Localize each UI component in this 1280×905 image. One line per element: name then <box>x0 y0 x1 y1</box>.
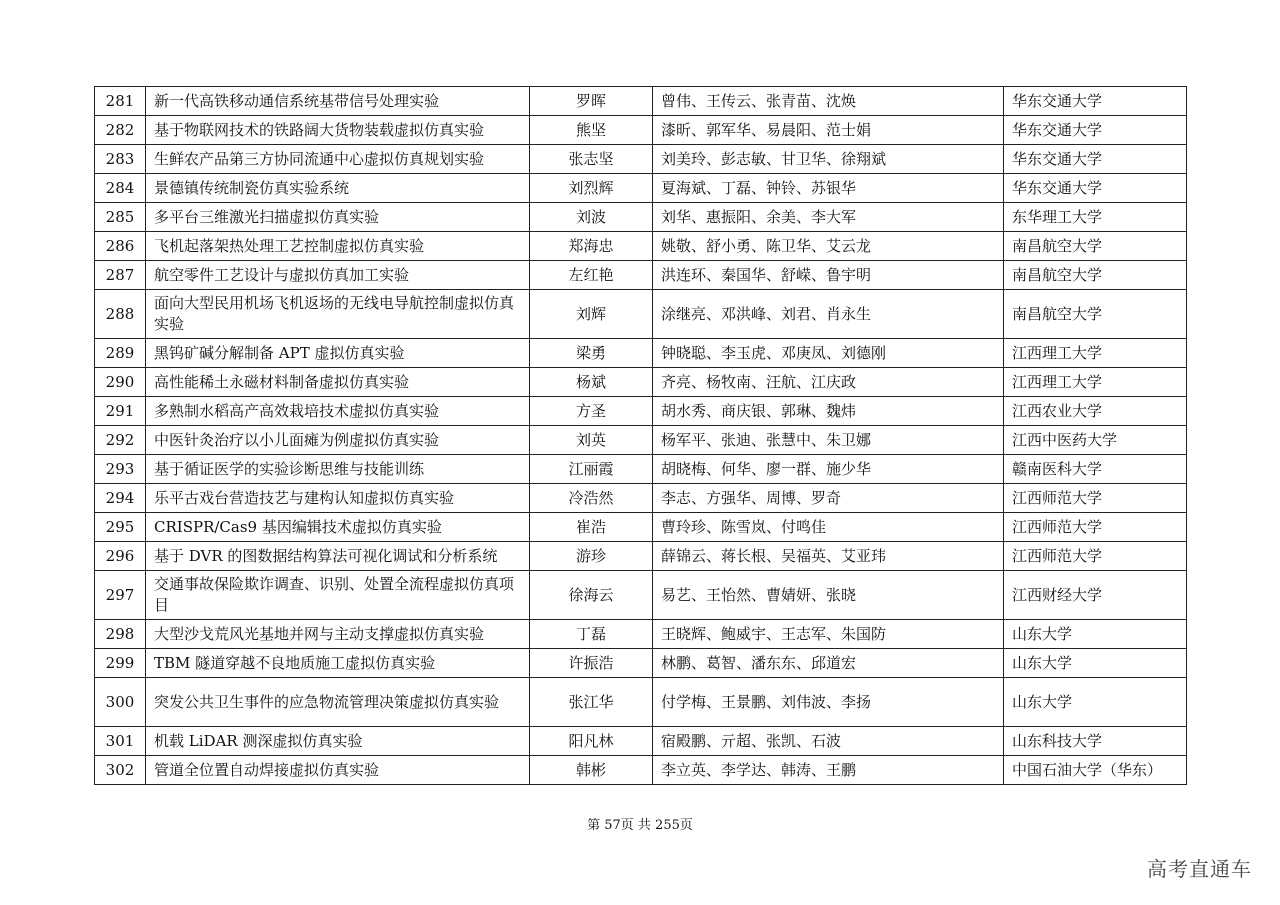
row-number-cell: 298 <box>95 620 146 649</box>
row-number-cell: 282 <box>95 116 146 145</box>
project-title-cell: 基于物联网技术的铁路阔大货物装载虚拟仿真实验 <box>146 116 530 145</box>
project-leader-cell: 郑海忠 <box>530 232 653 261</box>
table-row <box>95 727 1187 756</box>
project-title-cell: 黑钨矿碱分解制备 APT 虚拟仿真实验 <box>146 339 530 368</box>
project-title-cell: TBM 隧道穿越不良地质施工虚拟仿真实验 <box>146 649 530 678</box>
project-title-cell: 多平台三维激光扫描虚拟仿真实验 <box>146 203 530 232</box>
table-row <box>95 397 1187 426</box>
page-number: 第 57页 共 255页 <box>587 818 693 833</box>
team-members-cell: 付学梅、王景鹏、刘伟波、李扬 <box>653 678 1004 727</box>
project-title-cell: 多熟制水稻高产高效栽培技术虚拟仿真实验 <box>146 397 530 426</box>
project-title-cell: 景德镇传统制瓷仿真实验系统 <box>146 174 530 203</box>
project-leader-cell: 崔浩 <box>530 513 653 542</box>
project-leader-cell: 丁磊 <box>530 620 653 649</box>
table-row <box>95 649 1187 678</box>
project-leader-cell: 徐海云 <box>530 571 653 620</box>
project-leader-cell: 梁勇 <box>530 339 653 368</box>
project-leader-cell: 杨斌 <box>530 368 653 397</box>
team-members-cell: 涂继亮、邓洪峰、刘君、肖永生 <box>653 290 1004 339</box>
row-number-cell: 292 <box>95 426 146 455</box>
project-leader-cell: 刘辉 <box>530 290 653 339</box>
project-leader-cell: 张志坚 <box>530 145 653 174</box>
project-title-cell: 面向大型民用机场飞机返场的无线电导航控制虚拟仿真实验 <box>146 290 530 339</box>
team-members-cell: 齐亮、杨牧南、汪航、江庆政 <box>653 368 1004 397</box>
team-members-cell: 易艺、王怡然、曹婧妍、张晓 <box>653 571 1004 620</box>
team-members-cell: 曾伟、王传云、张青苗、沈焕 <box>653 87 1004 116</box>
project-leader-cell: 冷浩然 <box>530 484 653 513</box>
project-title-cell: 高性能稀土永磁材料制备虚拟仿真实验 <box>146 368 530 397</box>
team-members-cell: 胡水秀、商庆银、郭琳、魏炜 <box>653 397 1004 426</box>
table-row <box>95 513 1187 542</box>
project-title-cell: 新一代高铁移动通信系统基带信号处理实验 <box>146 87 530 116</box>
school-name-cell: 中国石油大学（华东） <box>1004 756 1187 785</box>
school-name-cell: 江西农业大学 <box>1004 397 1187 426</box>
row-number-cell: 295 <box>95 513 146 542</box>
project-title-cell: 中医针灸治疗以小儿面瘫为例虚拟仿真实验 <box>146 426 530 455</box>
team-members-cell: 刘华、惠振阳、余美、李大军 <box>653 203 1004 232</box>
table-row <box>95 339 1187 368</box>
row-number-cell: 297 <box>95 571 146 620</box>
team-members-cell: 王晓辉、鲍威宇、王志军、朱国防 <box>653 620 1004 649</box>
project-title-cell: 突发公共卫生事件的应急物流管理决策虚拟仿真实验 <box>146 678 530 727</box>
table-row <box>95 174 1187 203</box>
row-number-cell: 293 <box>95 455 146 484</box>
table-row <box>95 203 1187 232</box>
team-members-cell: 宿殿鹏、亓超、张凯、石波 <box>653 727 1004 756</box>
row-number-cell: 299 <box>95 649 146 678</box>
project-leader-cell: 阳凡林 <box>530 727 653 756</box>
table-row <box>95 261 1187 290</box>
table-row <box>95 484 1187 513</box>
school-name-cell: 山东大学 <box>1004 649 1187 678</box>
project-leader-cell: 韩彬 <box>530 756 653 785</box>
team-members-cell: 钟晓聪、李玉虎、邓庚凤、刘德刚 <box>653 339 1004 368</box>
team-members-cell: 胡晓梅、何华、廖一群、施少华 <box>653 455 1004 484</box>
school-name-cell: 江西中医药大学 <box>1004 426 1187 455</box>
team-members-cell: 洪连环、秦国华、舒嵘、鲁宇明 <box>653 261 1004 290</box>
project-title-cell: 基于 DVR 的图数据结构算法可视化调试和分析系统 <box>146 542 530 571</box>
school-name-cell: 山东大学 <box>1004 620 1187 649</box>
school-name-cell: 江西师范大学 <box>1004 513 1187 542</box>
row-number-cell: 302 <box>95 756 146 785</box>
school-name-cell: 山东大学 <box>1004 678 1187 727</box>
project-title-cell: 飞机起落架热处理工艺控制虚拟仿真实验 <box>146 232 530 261</box>
school-name-cell: 江西师范大学 <box>1004 484 1187 513</box>
team-members-cell: 刘美玲、彭志敏、甘卫华、徐翔斌 <box>653 145 1004 174</box>
project-leader-cell: 熊坚 <box>530 116 653 145</box>
table-row <box>95 87 1187 116</box>
team-members-cell: 夏海斌、丁磊、钟铃、苏银华 <box>653 174 1004 203</box>
row-number-cell: 285 <box>95 203 146 232</box>
row-number-cell: 281 <box>95 87 146 116</box>
school-name-cell: 江西财经大学 <box>1004 571 1187 620</box>
school-name-cell: 南昌航空大学 <box>1004 290 1187 339</box>
watermark-logo: 高考直通车 <box>1147 857 1252 881</box>
team-members-cell: 杨军平、张迪、张慧中、朱卫娜 <box>653 426 1004 455</box>
school-name-cell: 江西理工大学 <box>1004 339 1187 368</box>
project-leader-cell: 刘英 <box>530 426 653 455</box>
row-number-cell: 286 <box>95 232 146 261</box>
row-number-cell: 296 <box>95 542 146 571</box>
project-leader-cell: 左红艳 <box>530 261 653 290</box>
project-table <box>94 86 1187 785</box>
row-number-cell: 291 <box>95 397 146 426</box>
school-name-cell: 赣南医科大学 <box>1004 455 1187 484</box>
project-title-cell: CRISPR/Cas9 基因编辑技术虚拟仿真实验 <box>146 513 530 542</box>
project-title-cell: 基于循证医学的实验诊断思维与技能训练 <box>146 455 530 484</box>
row-number-cell: 290 <box>95 368 146 397</box>
project-leader-cell: 刘波 <box>530 203 653 232</box>
school-name-cell: 山东科技大学 <box>1004 727 1187 756</box>
project-title-cell: 交通事故保险欺诈调查、识别、处置全流程虚拟仿真项目 <box>146 571 530 620</box>
table-row <box>95 426 1187 455</box>
table-row <box>95 145 1187 174</box>
project-title-cell: 航空零件工艺设计与虚拟仿真加工实验 <box>146 261 530 290</box>
project-title-cell: 乐平古戏台营造技艺与建构认知虚拟仿真实验 <box>146 484 530 513</box>
school-name-cell: 华东交通大学 <box>1004 116 1187 145</box>
table-row <box>95 290 1187 339</box>
project-table-body <box>95 87 1187 785</box>
project-leader-cell: 刘烈辉 <box>530 174 653 203</box>
row-number-cell: 289 <box>95 339 146 368</box>
school-name-cell: 南昌航空大学 <box>1004 232 1187 261</box>
team-members-cell: 林鹏、葛智、潘东东、邱道宏 <box>653 649 1004 678</box>
project-leader-cell: 罗晖 <box>530 87 653 116</box>
school-name-cell: 华东交通大学 <box>1004 87 1187 116</box>
project-title-cell: 大型沙戈荒风光基地并网与主动支撑虚拟仿真实验 <box>146 620 530 649</box>
project-title-cell: 生鲜农产品第三方协同流通中心虚拟仿真规划实验 <box>146 145 530 174</box>
school-name-cell: 东华理工大学 <box>1004 203 1187 232</box>
school-name-cell: 华东交通大学 <box>1004 174 1187 203</box>
row-number-cell: 283 <box>95 145 146 174</box>
project-title-cell: 管道全位置自动焊接虚拟仿真实验 <box>146 756 530 785</box>
project-leader-cell: 许振浩 <box>530 649 653 678</box>
team-members-cell: 李立英、李学达、韩涛、王鹏 <box>653 756 1004 785</box>
school-name-cell: 江西理工大学 <box>1004 368 1187 397</box>
school-name-cell: 南昌航空大学 <box>1004 261 1187 290</box>
team-members-cell: 漆昕、郭军华、易晨阳、范士娟 <box>653 116 1004 145</box>
project-leader-cell: 江丽霞 <box>530 455 653 484</box>
row-number-cell: 300 <box>95 678 146 727</box>
project-title-cell: 机载 LiDAR 测深虚拟仿真实验 <box>146 727 530 756</box>
row-number-cell: 301 <box>95 727 146 756</box>
table-row <box>95 756 1187 785</box>
row-number-cell: 288 <box>95 290 146 339</box>
table-row <box>95 620 1187 649</box>
row-number-cell: 287 <box>95 261 146 290</box>
row-number-cell: 294 <box>95 484 146 513</box>
table-row <box>95 116 1187 145</box>
table-row <box>95 455 1187 484</box>
table-row <box>95 678 1187 727</box>
project-leader-cell: 张江华 <box>530 678 653 727</box>
table-row <box>95 232 1187 261</box>
project-leader-cell: 方圣 <box>530 397 653 426</box>
table-row <box>95 542 1187 571</box>
team-members-cell: 姚敬、舒小勇、陈卫华、艾云龙 <box>653 232 1004 261</box>
row-number-cell: 284 <box>95 174 146 203</box>
school-name-cell: 华东交通大学 <box>1004 145 1187 174</box>
project-leader-cell: 游珍 <box>530 542 653 571</box>
team-members-cell: 薛锦云、蒋长根、吴福英、艾亚玮 <box>653 542 1004 571</box>
table-row <box>95 571 1187 620</box>
school-name-cell: 江西师范大学 <box>1004 542 1187 571</box>
table-row <box>95 368 1187 397</box>
team-members-cell: 曹玲珍、陈雪岚、付鸣佳 <box>653 513 1004 542</box>
team-members-cell: 李志、方强华、周博、罗奇 <box>653 484 1004 513</box>
